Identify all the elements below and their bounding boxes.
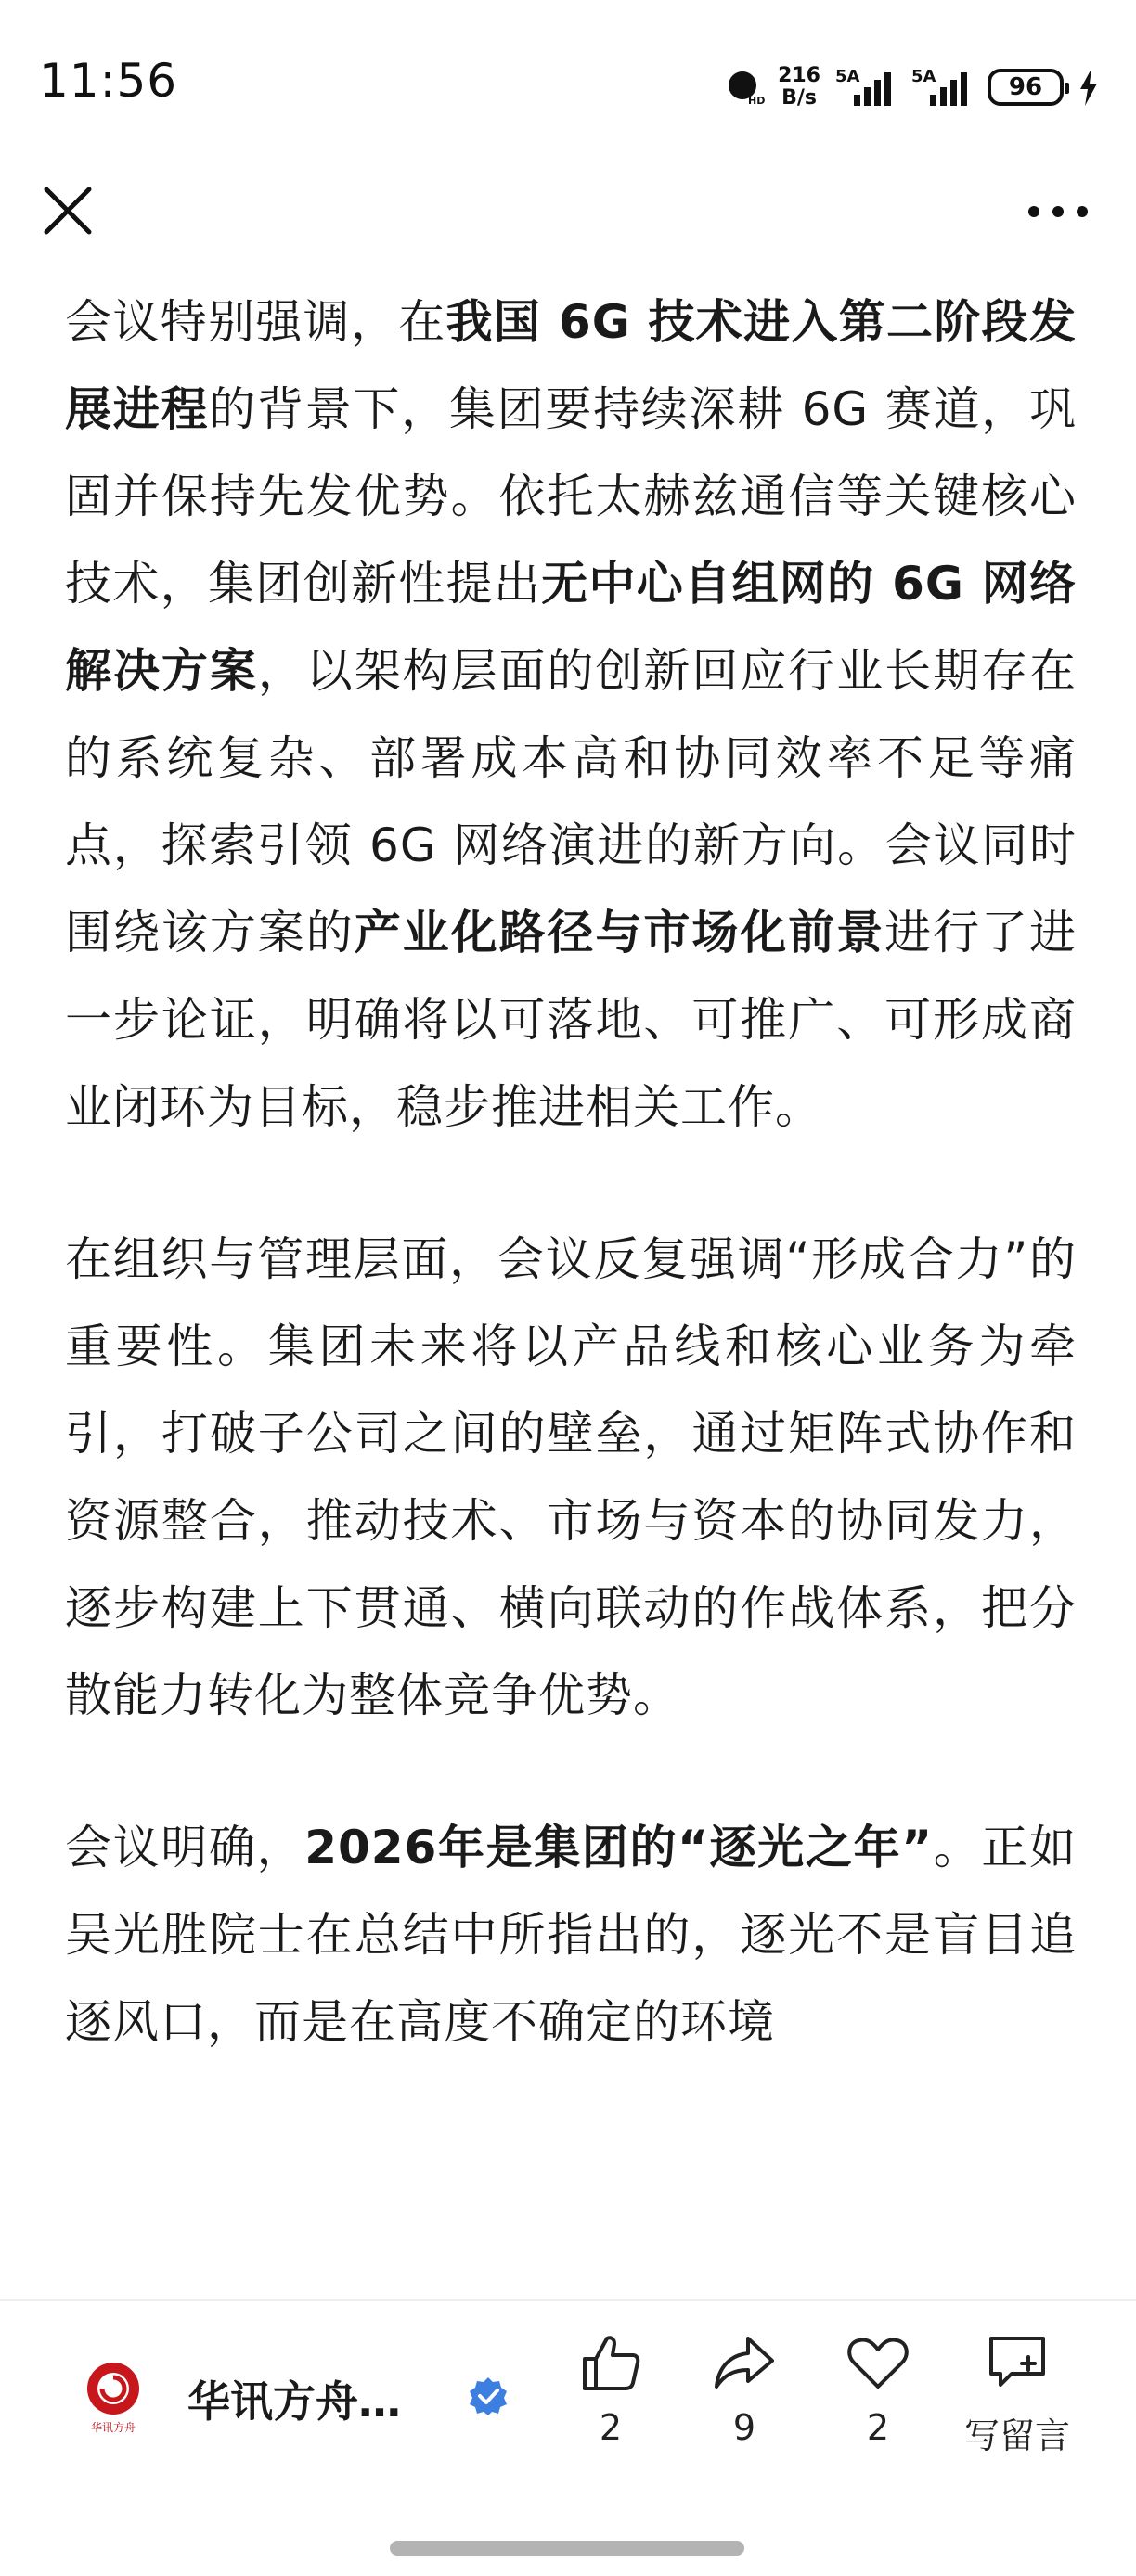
status-bar: [0, 0, 1136, 167]
text-run: 进行了进一步论证，明确将以可落地、可推广、可形成商业闭环为目标，稳步推进相关工作。: [65, 906, 1078, 1134]
more-button[interactable]: [1021, 184, 1095, 239]
charging-bolt-icon: [1078, 69, 1099, 106]
heart-icon: [845, 2329, 911, 2396]
article-body: [65, 278, 1077, 2066]
favorite-count: 2: [866, 2407, 890, 2448]
bold-text-run: 2026年是集团的“逐光之年”: [304, 1821, 934, 1874]
write-comment-button[interactable]: [952, 2329, 1082, 2468]
text-run: ，以架构层面的创新回应行业长期存在的系统复杂、部署成本高和协同效率不足等痛点，探索引领 6G 网络演进的新方向。会议同时围绕该方案的: [65, 644, 1078, 960]
close-button[interactable]: [37, 180, 98, 241]
like-count: 2: [599, 2407, 623, 2448]
home-indicator[interactable]: [390, 2541, 744, 2556]
sim2-label: 5A: [911, 67, 936, 86]
logo-text: 华讯方舟: [90, 2421, 136, 2434]
verified-badge-icon: [468, 2376, 509, 2416]
favorite-button[interactable]: [813, 2329, 943, 2468]
text-run: 会议特别强调，在: [65, 295, 446, 349]
bottom-action-bar: [0, 2299, 1136, 2487]
write-comment-label: 写留言: [963, 2415, 1070, 2456]
bold-text-run: 产业化路径与市场化前景: [354, 906, 885, 960]
text-run: 在组织与管理层面，会议反复强调“形成合力”的重要性。集团未来将以产品线和核心业务为牵引，打破子公司之间的壁垒，通过矩阵式协作和资源整合，推动技术、市场与资本的协同发力，逐步构建上下贯通、横向联动的作战体系，把分散能力转化为整体竞争优势。: [65, 1232, 1077, 1722]
signal-sim1-icon: [835, 67, 897, 108]
bold-text-run: 无中心自组网的 6G 网络解决方案: [65, 557, 1077, 698]
share-count: 9: [732, 2407, 756, 2448]
signal-sim2-icon: [911, 67, 973, 108]
hd-call-icon: [726, 67, 766, 108]
text-run: 。正如吴光胜院士在总结中所指出的，逐光不是盲目追逐风口，而是在高度不确定的环境: [65, 1821, 1078, 2049]
article-paragraph-2: [65, 1216, 1077, 1739]
article-paragraph-1: [65, 278, 1077, 1151]
thumbs-up-icon: [577, 2329, 644, 2396]
more-dots-icon: [1021, 184, 1095, 239]
share-button[interactable]: [679, 2329, 809, 2468]
status-time: 11:56: [39, 54, 178, 108]
comment-add-icon: [984, 2329, 1051, 2396]
text-run: 的背景下，集团要持续深耕 6G 赛道，巩固并保持先发优势。依托太赫兹通信等关键核心技术，集团创新性提出: [65, 382, 1078, 611]
account-name[interactable]: 华讯方舟…: [187, 2376, 401, 2427]
close-icon: [37, 180, 98, 241]
network-speed-unit: B/s: [781, 86, 817, 109]
status-icons: [726, 59, 1099, 115]
bold-text-run: 我国 6G 技术进入第二阶段发展进程: [65, 295, 1077, 436]
like-button[interactable]: [546, 2329, 676, 2468]
svg-text:HD: HD: [748, 95, 766, 107]
network-speed-value: 216: [778, 64, 820, 87]
battery-level: 96: [1008, 73, 1043, 101]
network-speed: [778, 65, 820, 109]
battery-icon: [988, 69, 1064, 106]
share-icon: [711, 2329, 778, 2396]
text-run: 会议明确，: [65, 1821, 305, 1874]
sim1-label: 5A: [835, 67, 860, 86]
account-logo[interactable]: [74, 2357, 152, 2435]
top-nav-bar: [0, 167, 1136, 260]
article-paragraph-3: [65, 1804, 1077, 2066]
